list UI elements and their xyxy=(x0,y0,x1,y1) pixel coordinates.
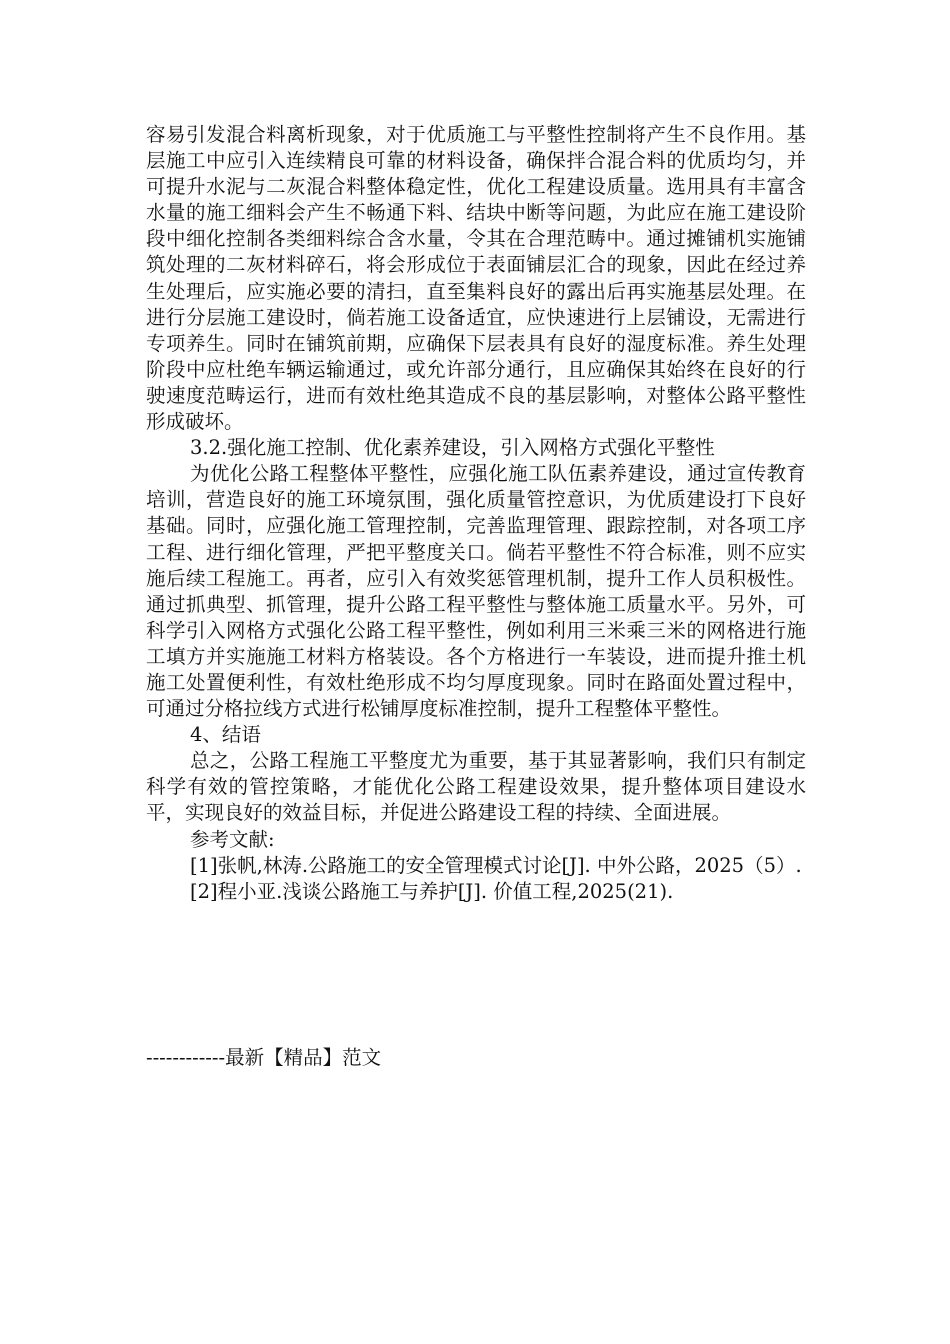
document-body xyxy=(146,122,806,905)
section-heading-3-2: 3.2.强化施工控制、优化素养建设，引入网格方式强化平整性 xyxy=(190,436,715,460)
section-heading-conclusion: 4、结语 xyxy=(190,723,261,747)
reference-item-1: [1]张帆,林涛.公路施工的安全管理模式讨论[J]. 中外公路，2025（5）. xyxy=(190,853,802,877)
body-paragraph-1: 容易引发混合料离析现象，对于优质施工与平整性控制将产生不良作用。基层施工中应引入连续精良可靠的材料设备，确保拌合混合料的优质均匀，并可提升水泥与二灰混合料整体稳定性，优化工程建设质量。选用具有丰富含水量的施工细料会产生不畅通下料、结块中断等问题，为此应在施工建设阶段中细化控制各类细料综合含水量，令其在合理范畴中。通过摊铺机实施铺筑处理的二灰材料碎石，将会形成位于表面铺层汇合的现象，因此在经过养生处理后，应实施必要的清扫，直至集料良好的露出后再实施基层处理。在进行分层施工建设时，倘若施工设备适宜，应快速进行上层铺设，无需进行专项养生。同时在铺筑前期，应确保下层表具有良好的湿度标准。养生处理阶段中应杜绝车辆运输通过，或允许部分通行，且应确保其始终在良好的行驶速度范畴运行，进而有效杜绝其造成不良的基层影响，对整体公路平整性形成破坏。 xyxy=(146,123,806,434)
references-heading: 参考文献: xyxy=(190,827,275,851)
body-paragraph-2: 为优化公路工程整体平整性，应强化施工队伍素养建设，通过宣传教育培训，营造良好的施工环境氛围，强化质量管控意识，为优质建设打下良好基础。同时，应强化施工管理控制，完善监理管理、跟踪控制，对各项工序工程、进行细化管理，严把平整度关口。倘若平整性不符合标准，则不应实施后续工程施工。再者，应引入有效奖惩管理机制，提升工作人员积极性。通过抓典型、抓管理，提升公路工程平整性与整体施工质量水平。另外，可科学引入网格方式强化公路工程平整性，例如利用三米乘三米的网格进行施工填方并实施施工材料方格装设。各个方格进行一车装设，进而提升推土机施工处置便利性，有效杜绝形成不均匀厚度现象。同时在路面处置过程中，可通过分格拉线方式进行松铺厚度标准控制，提升工程整体平整性。 xyxy=(146,462,806,721)
conclusion-paragraph: 总之，公路工程施工平整度尤为重要，基于其显著影响，我们只有制定科学有效的管控策略，才能优化公路工程建设效果，提升整体项目建设水平，实现良好的效益目标，并促进公路建设工程的持续、全面进展。 xyxy=(146,749,806,825)
page-footer: ------------最新【精品】范文 xyxy=(146,1046,382,1069)
reference-item-2: [2]程小亚.浅谈公路施工与养护[J]. 价值工程,2025(21). xyxy=(190,879,674,903)
